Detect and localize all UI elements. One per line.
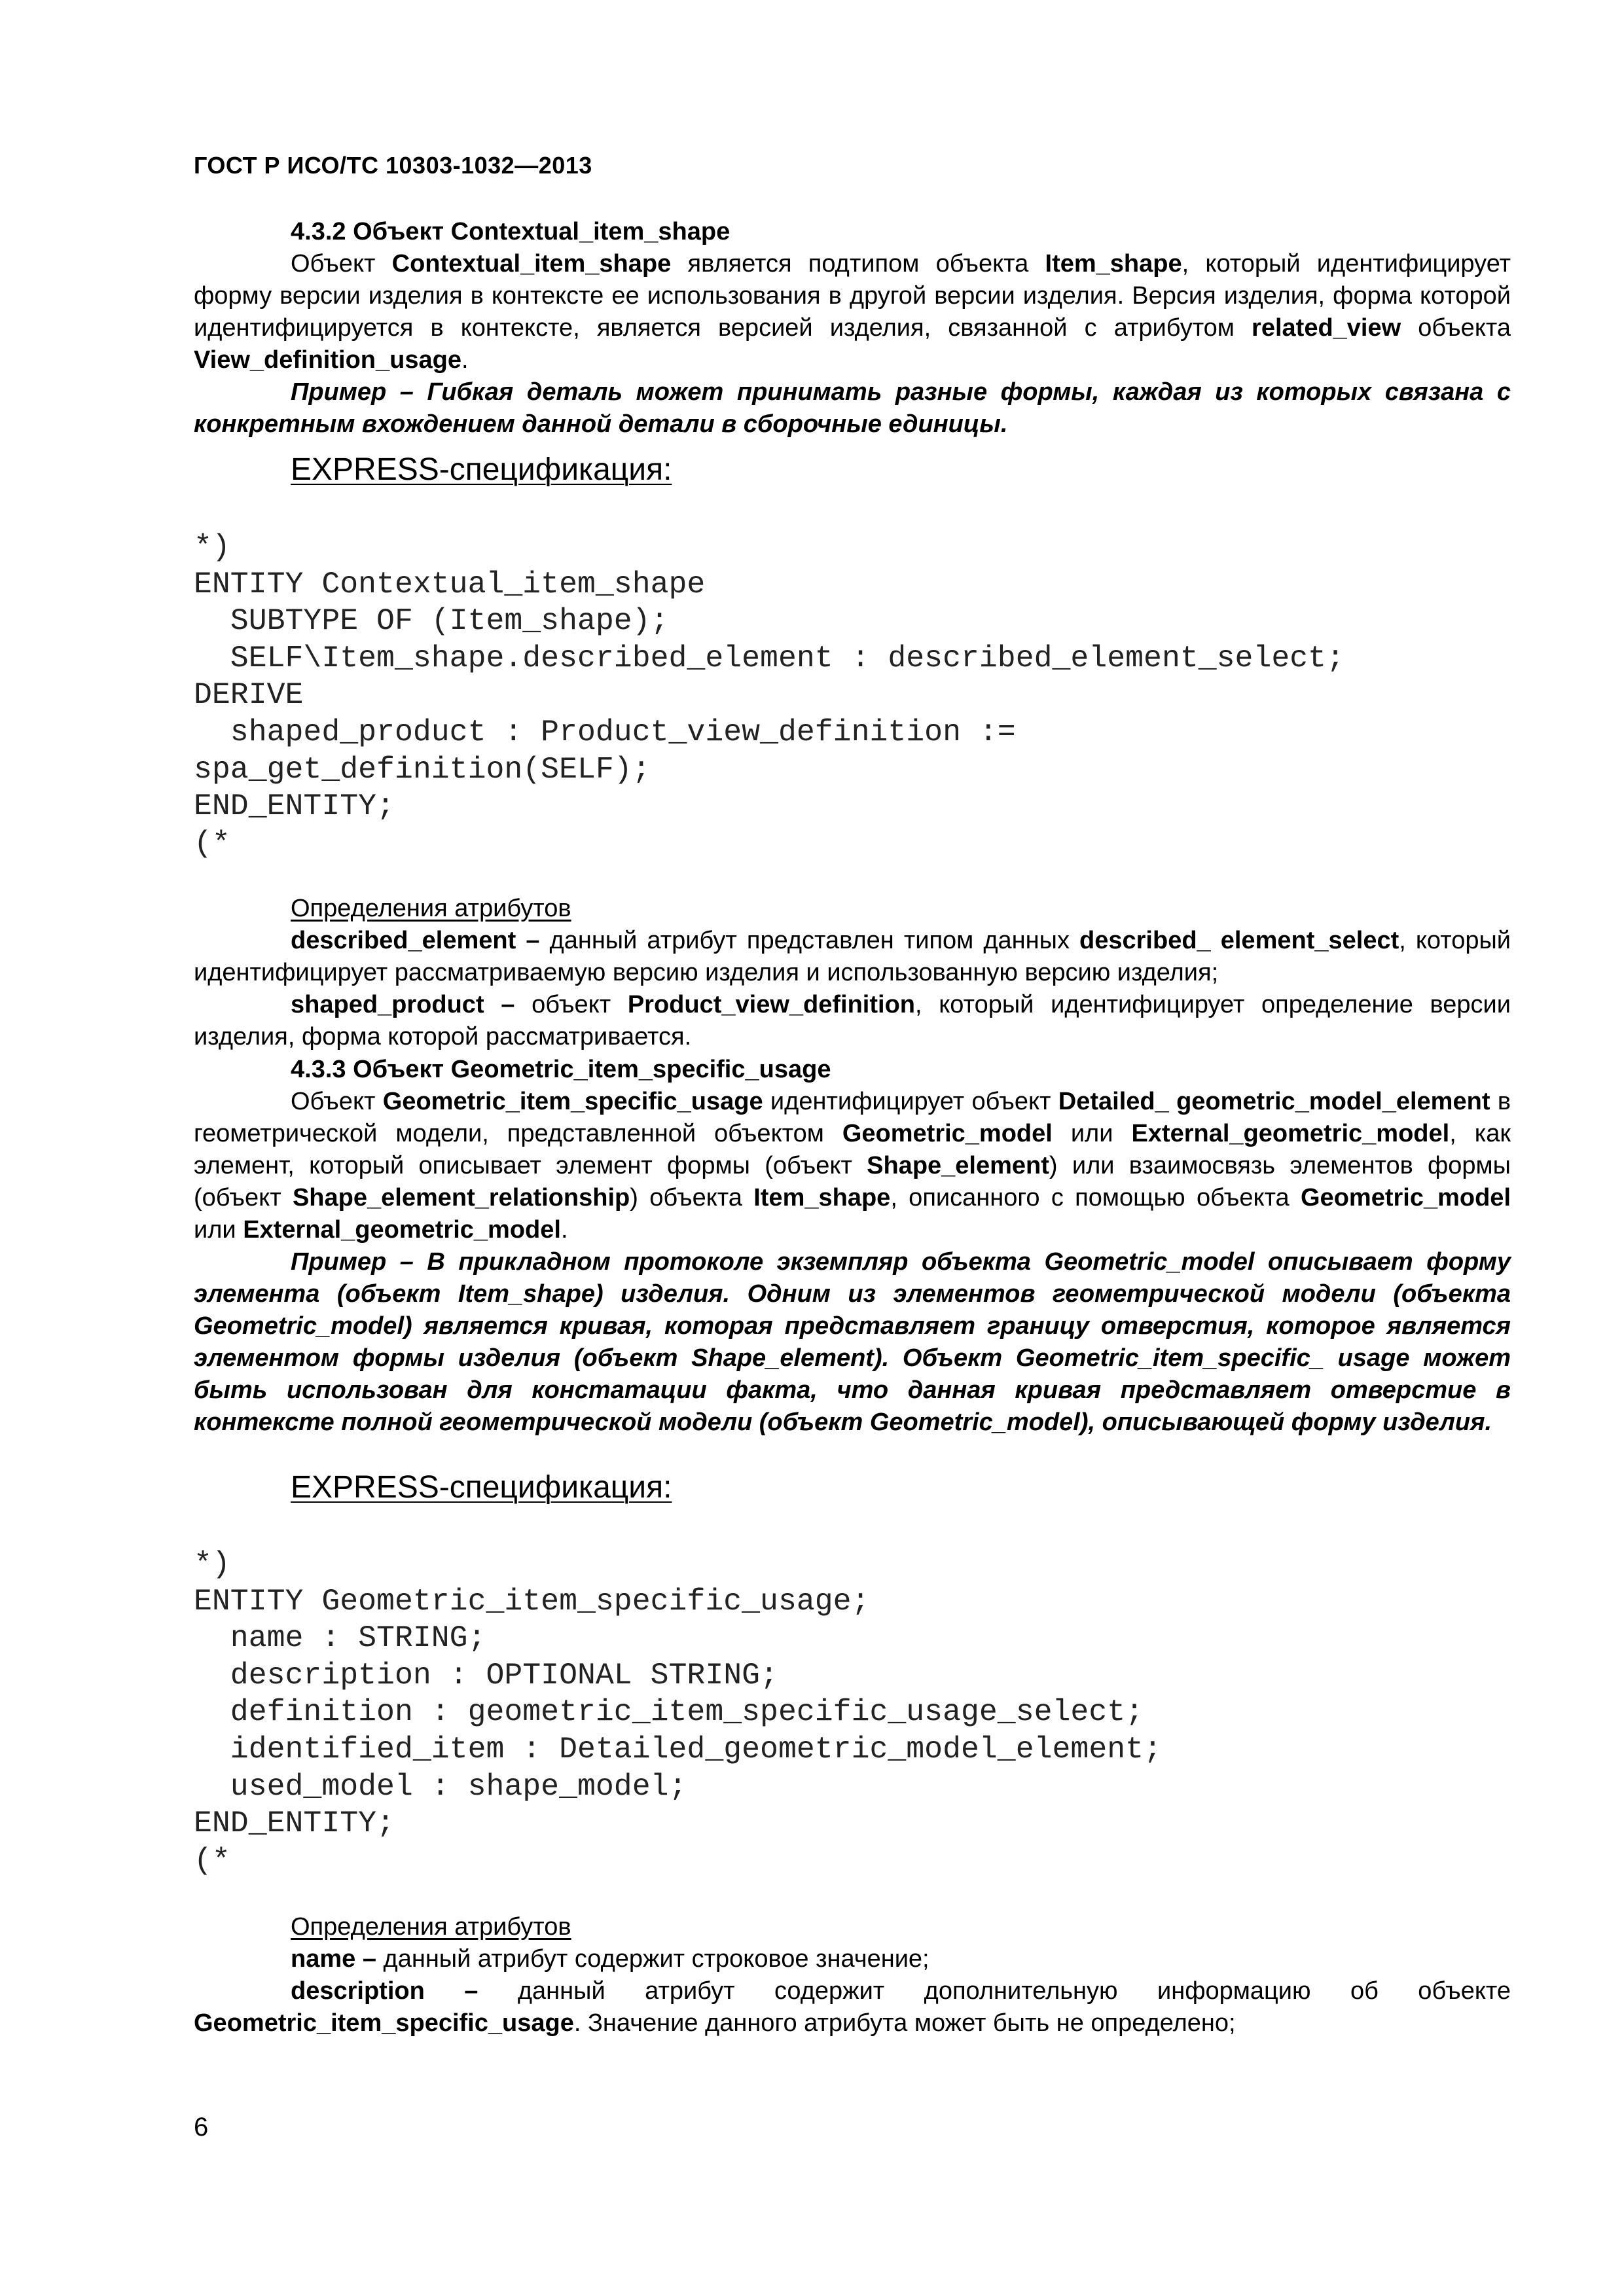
- code-line: SELF\Item_shape.described_element : described_element_select;: [194, 640, 1344, 675]
- section-heading: 4.3.2 Объект Contextual_item_shape: [291, 218, 731, 245]
- code-line: DERIVE: [194, 677, 304, 713]
- code-line: END_ENTITY;: [194, 1806, 395, 1841]
- paragraph: Объект Geometric_item_specific_usage идентифицирует объект Detailed_ geometric_model_element в геометрической модели, представленной объектом Geometric_model или External_geometric_model, как элемент, который описывает элемент формы (объект Shape_element) или взаимосвязь элементов формы (объект Shape_element_relationship) объекта Item_shape, описанного с помощью объекта Geometric_model или External_geometric_model.: [194, 1088, 1511, 1244]
- attribute-definition: name – данный атрибут содержит строковое значение;: [291, 1945, 929, 1973]
- attribute-definition: shaped_product – объект Product_view_definition, который идентифицирует определение версии изделия, форма которой рассматривается.: [194, 991, 1511, 1050]
- page-number: 6: [194, 2113, 209, 2142]
- code-line: description : OPTIONAL STRING;: [194, 1657, 778, 1693]
- attributes-title: Определения атрибутов: [291, 895, 571, 922]
- code-line: (*: [194, 825, 230, 861]
- attribute-definition: described_element – данный атрибут представлен типом данных described_ element_select, который идентифицирует рассматриваемую версию изделия и использованную версию изделия;: [194, 927, 1511, 986]
- code-line: (*: [194, 1842, 230, 1878]
- code-line: *): [194, 529, 230, 564]
- code-line: *): [194, 1547, 230, 1581]
- attribute-definition: description – данный атрибут содержит дополнительную информацию об объекте Geometric_item_specific_usage. Значение данного атрибута может быть не определено;: [194, 1977, 1511, 2037]
- example-note: Пример – В прикладном протоколе экземпляр объекта Geometric_model описывает форму элемента (объект Item_shape) изделия. Одним из элементов геометрической модели (объекта Geometric_model) является кривая, которая представляет границу отверстия, которое является элементом формы изделия (объект Shape_element). Объект Geometric_item_specific_ usage может быть использован для констатации факта, что данная кривая представляет отверстие в контексте полной геометрической модели (объект Geometric_model), описывающей форму изделия.: [194, 1248, 1511, 1436]
- code-line: name : STRING;: [194, 1621, 486, 1656]
- code-line: spa_get_definition(SELF);: [194, 751, 651, 787]
- attribute-definitions: [194, 893, 1511, 1053]
- code-line: identified_item : Detailed_geometric_model_element;: [194, 1731, 1162, 1767]
- attributes-title: Определения атрибутов: [291, 1913, 571, 1941]
- code-line: SUBTYPE OF (Item_shape);: [194, 603, 669, 639]
- code-line: definition : geometric_item_specific_usage_select;: [194, 1695, 1144, 1730]
- example-note: Пример – Гибкая деталь может принимать разные формы, каждая из которых связана с конкретным вхождением данной детали в сборочные единицы.: [194, 378, 1511, 438]
- document-header: ГОСТ Р ИСО/ТС 10303-1032—2013: [194, 152, 592, 179]
- express-code-block: [194, 1546, 1162, 1879]
- code-line: ENTITY Geometric_item_specific_usage;: [194, 1583, 870, 1619]
- code-line: END_ENTITY;: [194, 789, 395, 824]
- code-line: ENTITY Contextual_item_shape: [194, 566, 706, 601]
- attribute-definitions: [194, 1911, 1511, 2039]
- express-spec-label: EXPRESS-спецификация:: [291, 1470, 672, 1505]
- code-line: used_model : shape_model;: [194, 1768, 687, 1804]
- paragraph: Объект Contextual_item_shape является подтипом объекта Item_shape, который идентифицирует форму версии изделия в контексте ее использования в другой версии изделия. Версия изделия, форма которой идентифицируется в контексте, является версией изделия, связанной с атрибутом related_view объекта View_definition_usage.: [194, 250, 1511, 374]
- section-4-3-2: [194, 216, 1511, 440]
- express-code-block: [194, 529, 1344, 862]
- section-4-3-3: [194, 1054, 1511, 1439]
- express-spec-label: EXPRESS-спецификация:: [291, 452, 672, 487]
- code-line: shaped_product : Product_view_definition :=: [194, 714, 1016, 749]
- section-heading: 4.3.3 Объект Geometric_item_specific_usage: [291, 1056, 831, 1083]
